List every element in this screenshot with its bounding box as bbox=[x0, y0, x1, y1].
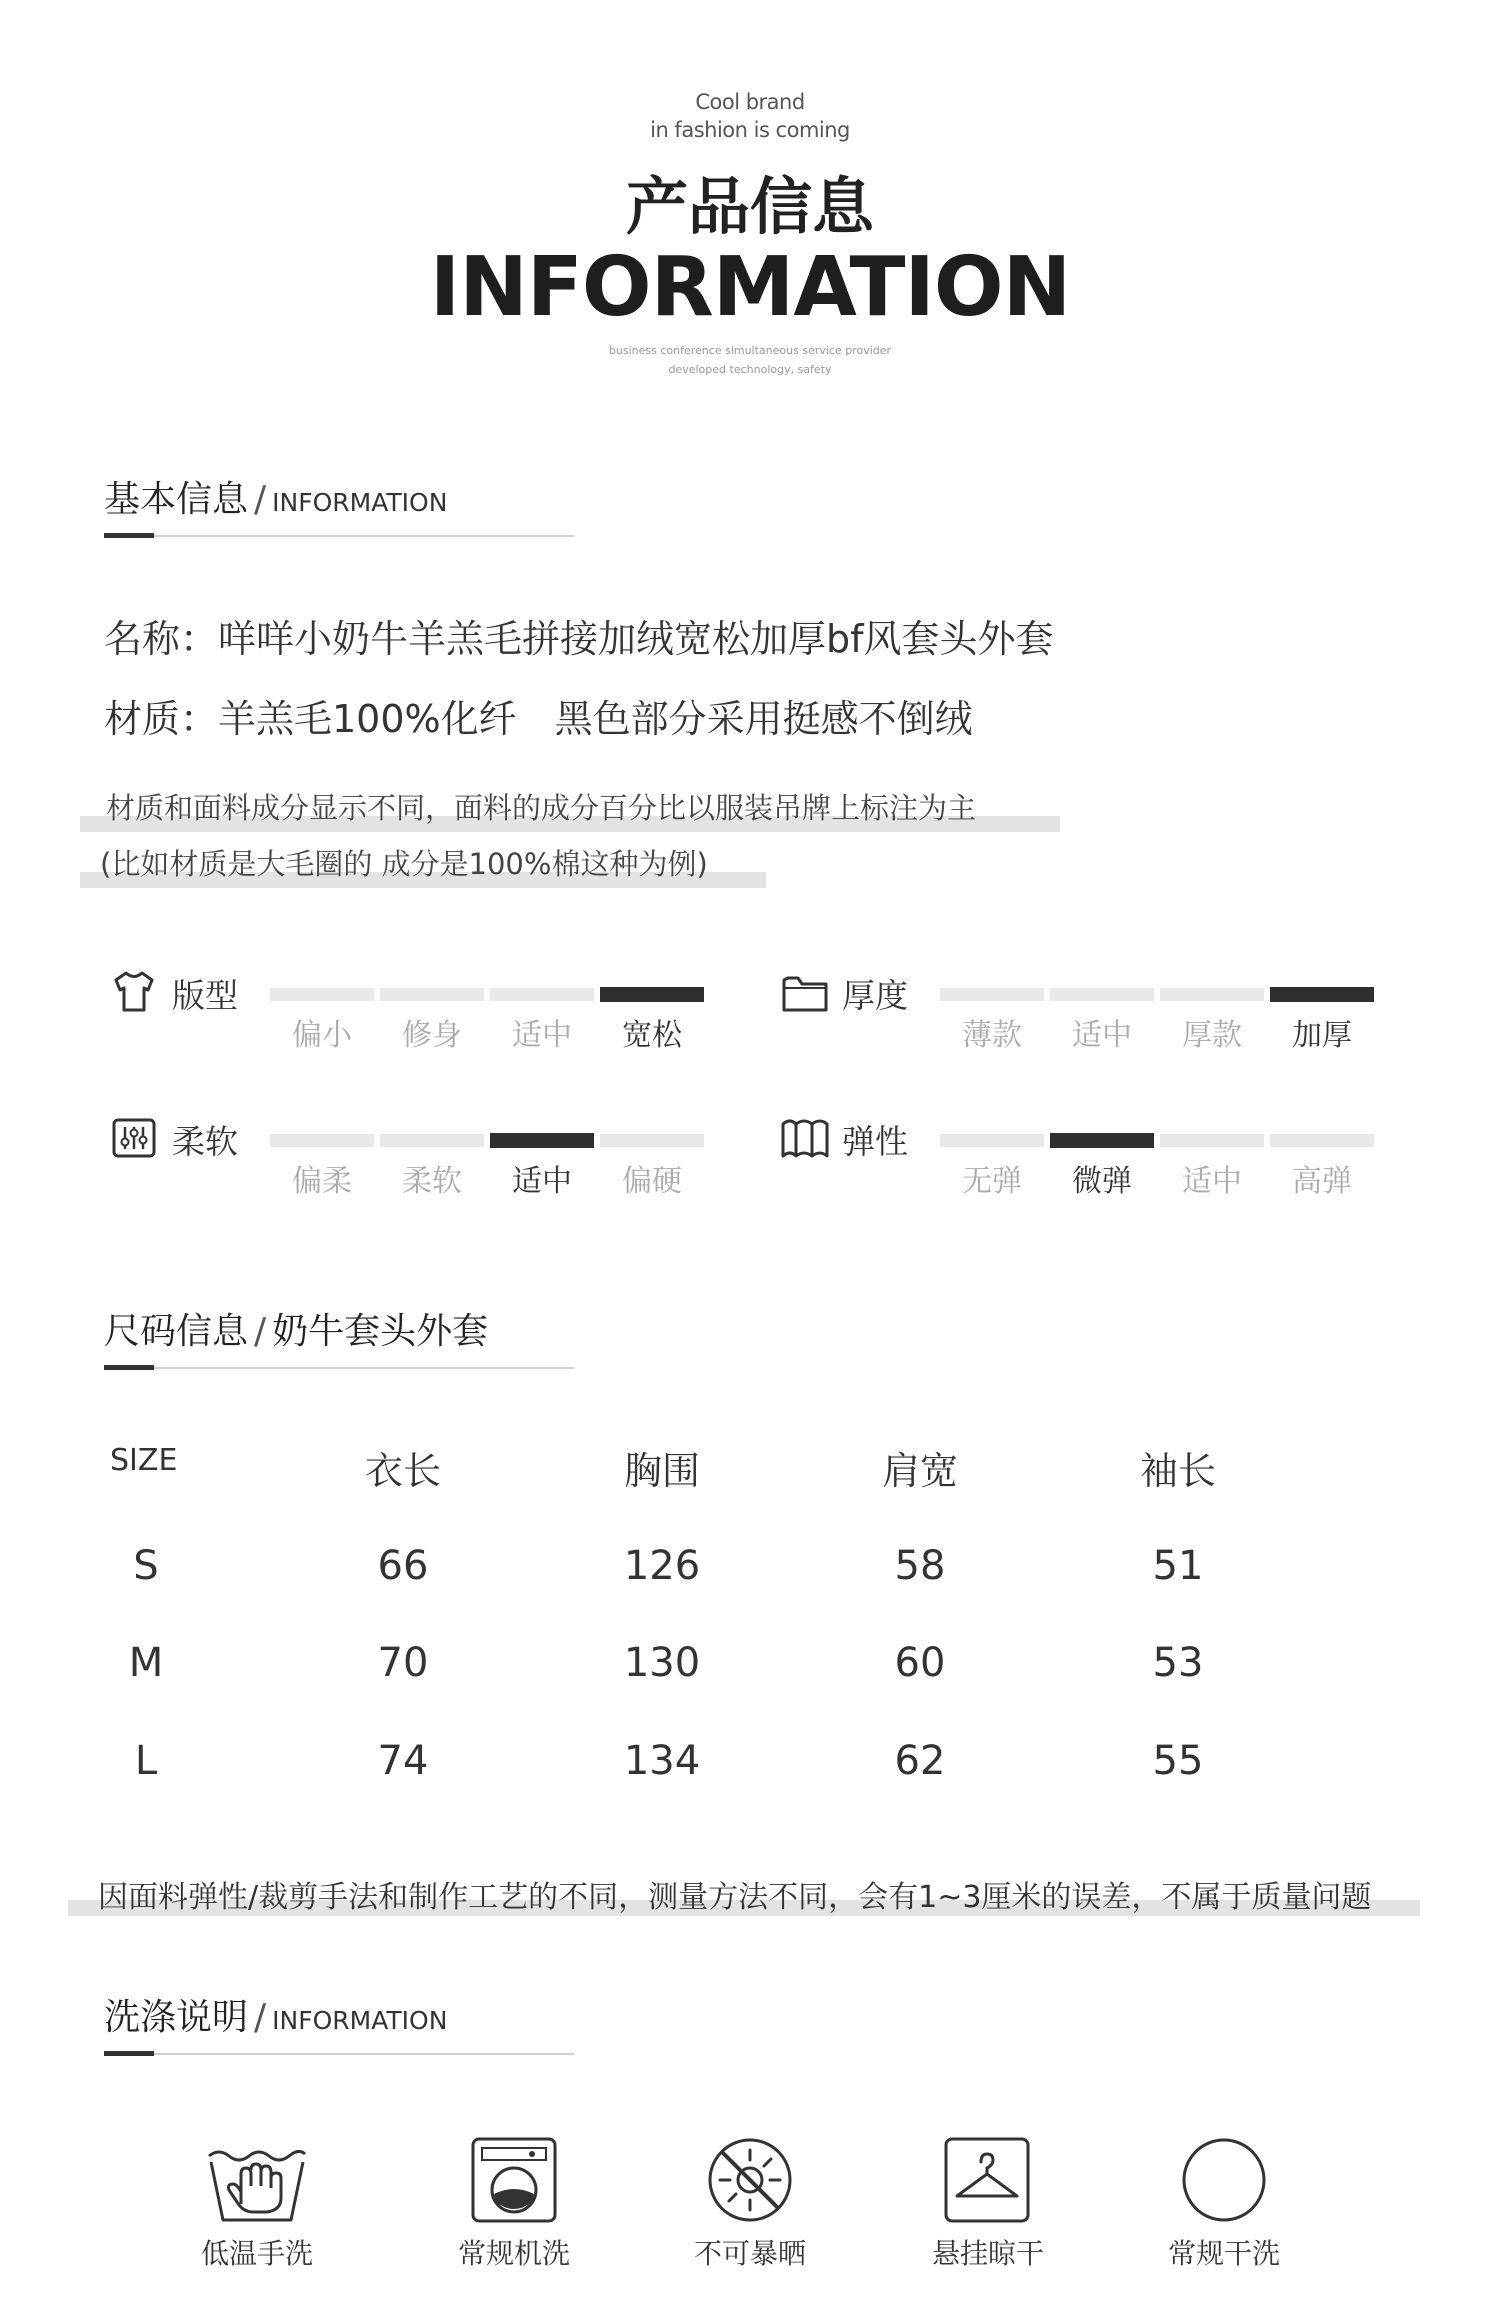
page-title-en: INFORMATION bbox=[429, 240, 1071, 335]
product-name: 名称：咩咩小奶牛羊羔毛拼接加绒宽松加厚bf风套头外套 bbox=[104, 617, 1054, 661]
attr-label-elasticity: 弹性 bbox=[842, 1122, 908, 1161]
scale-option-active: 适中 bbox=[512, 1164, 572, 1199]
scale-segment bbox=[1050, 988, 1154, 1001]
table-cell: 60 bbox=[894, 1640, 946, 1686]
dry-clean-icon bbox=[1180, 2136, 1268, 2228]
scale-option: 偏小 bbox=[292, 1018, 352, 1053]
material-note-2: (比如材质是大毛圈的 成分是100%棉这种为例) bbox=[100, 847, 708, 881]
table-header-shoulder: 肩宽 bbox=[881, 1449, 958, 1493]
page-title-cn: 产品信息 bbox=[625, 170, 874, 243]
scale-option: 无弹 bbox=[962, 1164, 1022, 1199]
table-cell: 62 bbox=[894, 1738, 946, 1784]
table-cell-size: M bbox=[128, 1640, 164, 1686]
table-cell-size: S bbox=[133, 1543, 159, 1589]
scale-segment bbox=[490, 988, 594, 1001]
section-divider bbox=[104, 535, 574, 537]
scale-option: 柔软 bbox=[402, 1164, 462, 1199]
section-divider bbox=[104, 1367, 574, 1369]
table-cell: 130 bbox=[623, 1640, 701, 1686]
hand-wash-icon bbox=[205, 2140, 309, 2228]
brand-tagline-1: Cool brand bbox=[695, 90, 805, 114]
scale-segment bbox=[940, 988, 1044, 1001]
basic-info-heading-en: INFORMATION bbox=[272, 488, 448, 517]
scale-segment-active bbox=[1050, 1133, 1154, 1148]
table-cell: 74 bbox=[377, 1738, 429, 1784]
section-accent-mark bbox=[104, 533, 154, 538]
heading-separator: / bbox=[254, 1997, 267, 2038]
scale-segment bbox=[600, 1134, 704, 1147]
table-header-length: 衣长 bbox=[364, 1449, 441, 1493]
scale-segment bbox=[270, 1134, 374, 1147]
scale-option-active: 微弹 bbox=[1072, 1164, 1132, 1199]
folder-icon bbox=[780, 970, 830, 1018]
scale-option: 偏硬 bbox=[622, 1164, 682, 1199]
size-info-heading-cn: 尺码信息 bbox=[104, 1311, 249, 1352]
attr-label-fit: 版型 bbox=[172, 976, 238, 1015]
attr-label-thickness: 厚度 bbox=[842, 976, 908, 1015]
scale-option-active: 加厚 bbox=[1292, 1018, 1352, 1053]
tshirt-icon bbox=[110, 968, 158, 1020]
scale-segment bbox=[940, 1134, 1044, 1147]
basic-info-heading-cn: 基本信息 bbox=[104, 479, 249, 520]
wash-label: 不可暴晒 bbox=[693, 2237, 806, 2270]
table-cell: 70 bbox=[377, 1640, 429, 1686]
wash-label: 低温手洗 bbox=[200, 2237, 313, 2270]
tiny-caption-2: developed technology, safety bbox=[668, 363, 832, 376]
scale-segment bbox=[1160, 1134, 1264, 1147]
scale-option: 适中 bbox=[512, 1018, 572, 1053]
section-divider bbox=[104, 2053, 574, 2055]
wash-info-heading-cn: 洗涤说明 bbox=[104, 1997, 249, 2038]
table-cell: 55 bbox=[1152, 1738, 1204, 1784]
tiny-caption-1: business conference simultaneous service provider bbox=[608, 344, 892, 357]
table-header-size: SIZE bbox=[110, 1443, 178, 1478]
heading-separator: / bbox=[254, 479, 267, 520]
section-accent-mark bbox=[104, 2051, 154, 2056]
scale-option: 修身 bbox=[402, 1018, 462, 1053]
wash-label: 悬挂晾干 bbox=[931, 2237, 1044, 2270]
brand-tagline-2: in fashion is coming bbox=[650, 118, 850, 142]
table-cell: 58 bbox=[894, 1543, 946, 1589]
product-material: 材质：羊羔毛100%化纤 黑色部分采用挺感不倒绒 bbox=[104, 697, 973, 741]
scale-option: 薄款 bbox=[962, 1018, 1022, 1053]
scale-segment-active bbox=[490, 1133, 594, 1148]
measurement-disclaimer: 因面料弹性/裁剪手法和制作工艺的不同，测量方法不同，会有1~3厘米的误差，不属于质量问题 bbox=[98, 1880, 1372, 1915]
table-cell: 66 bbox=[377, 1543, 429, 1589]
hang-dry-icon bbox=[943, 2136, 1031, 2228]
scale-segment-active bbox=[1270, 987, 1374, 1002]
material-note-1: 材质和面料成分显示不同，面料的成分百分比以服装吊牌上标注为主 bbox=[106, 791, 977, 825]
table-cell: 126 bbox=[623, 1543, 701, 1589]
section-accent-mark bbox=[104, 1365, 154, 1370]
attr-label-softness: 柔软 bbox=[172, 1122, 238, 1161]
fabric-stretch-icon bbox=[780, 1116, 830, 1164]
wash-info-heading bbox=[104, 1996, 447, 2043]
scale-option: 适中 bbox=[1182, 1164, 1242, 1199]
scale-option: 适中 bbox=[1072, 1018, 1132, 1053]
size-info-heading bbox=[104, 1310, 488, 1354]
table-cell: 51 bbox=[1152, 1543, 1204, 1589]
table-header-sleeve: 袖长 bbox=[1139, 1449, 1216, 1493]
no-sun-icon bbox=[706, 2136, 794, 2228]
basic-info-heading bbox=[104, 478, 447, 525]
scale-option: 偏柔 bbox=[292, 1164, 352, 1199]
scale-segment bbox=[270, 988, 374, 1001]
wash-label: 常规干洗 bbox=[1167, 2237, 1280, 2270]
wash-label: 常规机洗 bbox=[457, 2237, 570, 2270]
wash-info-heading-en: INFORMATION bbox=[272, 2006, 448, 2035]
scale-segment bbox=[380, 1134, 484, 1147]
scale-option: 厚款 bbox=[1182, 1018, 1242, 1053]
table-cell: 53 bbox=[1152, 1640, 1204, 1686]
size-info-heading-sub: 奶牛套头外套 bbox=[272, 1311, 489, 1352]
scale-segment bbox=[1160, 988, 1264, 1001]
scale-segment bbox=[380, 988, 484, 1001]
heading-separator: / bbox=[254, 1311, 267, 1352]
table-cell: 134 bbox=[623, 1738, 701, 1784]
sliders-icon bbox=[112, 1118, 156, 1162]
table-cell-size: L bbox=[134, 1738, 158, 1784]
machine-wash-icon bbox=[470, 2136, 558, 2228]
scale-segment bbox=[1270, 1134, 1374, 1147]
table-header-chest: 胸围 bbox=[623, 1449, 700, 1493]
scale-option: 高弹 bbox=[1292, 1164, 1352, 1199]
scale-option-active: 宽松 bbox=[622, 1018, 682, 1053]
scale-segment-active bbox=[600, 987, 704, 1002]
